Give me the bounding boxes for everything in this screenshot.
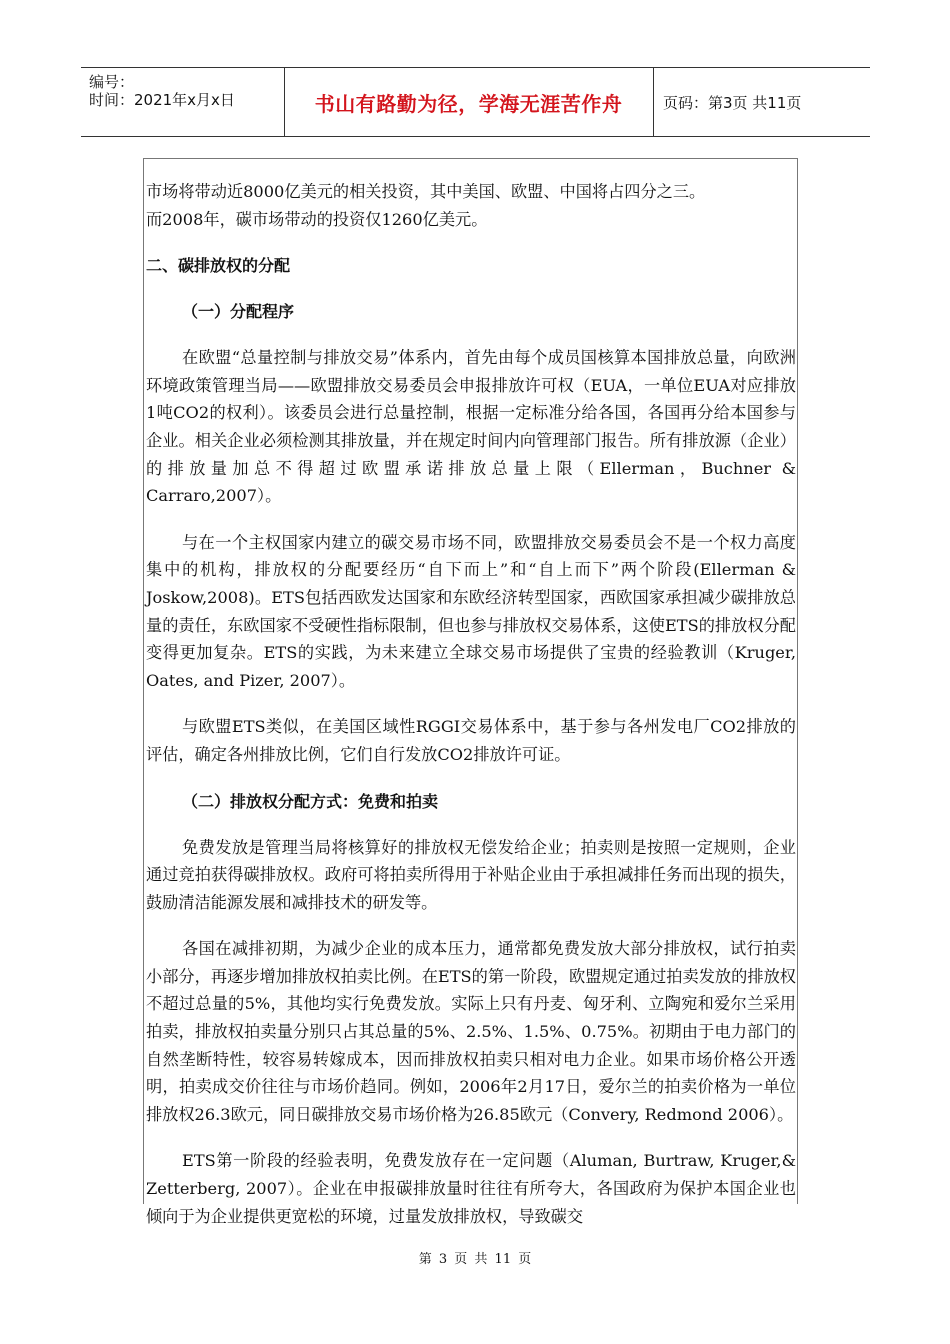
header-meta bbox=[81, 68, 285, 136]
paragraph-1: 在欧盟“总量控制与排放交易”体系内，首先由每个成员国核算本国排放总量，向欧洲环境政策管理当局——欧盟排放交易委员会申报排放许可权（EUA，一单位EUA对应排放1吨CO2的权利）。该委员会进行总量控制，根据一定标准分给各国，各国再分给本国参与企业。相关企业必须检测其排放量，并在规定时间内向管理部门报告。所有排放源（企业）的排放量加总不得超过欧盟承诺排放总量上限（Ellerman，Buchner & Carraro,2007）。 bbox=[146, 348, 796, 506]
document-body bbox=[146, 178, 796, 1230]
intro-line-2: 而2008年，碳市场带动的投资仅1260亿美元。 bbox=[146, 209, 488, 229]
paragraph-3: 与欧盟ETS类似，在美国区域性RGGI交易体系中，基于参与各州发电厂CO2排放的评估，确定各州排放比例，它们自行发放CO2排放许可证。 bbox=[146, 717, 796, 764]
subsection-title-2: （二）排放权分配方式：免费和拍卖 bbox=[182, 791, 439, 811]
subsection-title-1: （一）分配程序 bbox=[182, 302, 295, 322]
header-page-label: 页码：第3页 共11页 bbox=[663, 93, 802, 112]
header-number-label: 编号： bbox=[89, 73, 135, 91]
header-motto: 书山有路勤为径，学海无涯苦作舟 bbox=[284, 68, 654, 136]
paragraph-5: 各国在减排初期，为减少企业的成本压力，通常都免费发放大部分排放权，试行拍卖小部分，再逐步增加排放权拍卖比例。在ETS的第一阶段，欧盟规定通过拍卖发放的排放权不超过总量的5%，其他均实行免费发放。实际上只有丹麦、匈牙利、立陶宛和爱尔兰采用拍卖，排放权拍卖量分别只占其总量的5%、2.5%、1.5%、0.75%。初期由于电力部门的自然垄断特性，较容易转嫁成本，因而排放权拍卖只相对电力企业。如果市场价格公开透明，拍卖成交价往往与市场价趋同。例如，2006年2月17日，爱尔兰的拍卖价格为一单位排放权26.3欧元，同日碳排放交易市场价格为26.85欧元（Convery, Redmond 2006）。 bbox=[146, 939, 796, 1124]
page-footer: 第 3 页 共 11 页 bbox=[418, 1252, 532, 1267]
intro-line-1: 市场将带动近8000亿美元的相关投资，其中美国、欧盟、中国将占四分之三。 bbox=[146, 182, 706, 201]
header-date-label: 时间：2021年x月x日 bbox=[89, 91, 235, 109]
paragraph-4: 免费发放是管理当局将核算好的排放权无偿发给企业；拍卖则是按照一定规则，企业通过竞拍获得碳排放权。政府可将拍卖所得用于补贴企业由于承担减排任务而出现的损失，鼓励清洁能源发展和减排技术的研发等。 bbox=[146, 837, 796, 912]
paragraph-2: 与在一个主权国家内建立的碳交易市场不同，欧盟排放交易委员会不是一个权力高度集中的机构，排放权的分配要经历“自下而上”和“自上而下”两个阶段(Ellerman & Joskow,2008)。ETS包括西欧发达国家和东欧经济转型国家，西欧国家承担减少碳排放总量的责任，东欧国家不受硬性指标限制，但也参与排放权交易体系，这使ETS的排放权分配变得更加复杂。ETS的实践，为未来建立全球交易市场提供了宝贵的经验教训（Kruger, Oates, and Pizer, 2007）。 bbox=[146, 532, 796, 690]
page-header bbox=[81, 67, 870, 137]
section-title: 二、碳排放权的分配 bbox=[146, 256, 291, 276]
paragraph-6: ETS第一阶段的经验表明，免费发放存在一定问题（Aluman, Burtraw, Kruger,& Zetterberg, 2007）。企业在申报碳排放量时往往有所夸大，各国政府为保护本国企业也倾向于为企业提供更宽松的环境，过量发放排放权，导致碳交 bbox=[146, 1151, 796, 1226]
